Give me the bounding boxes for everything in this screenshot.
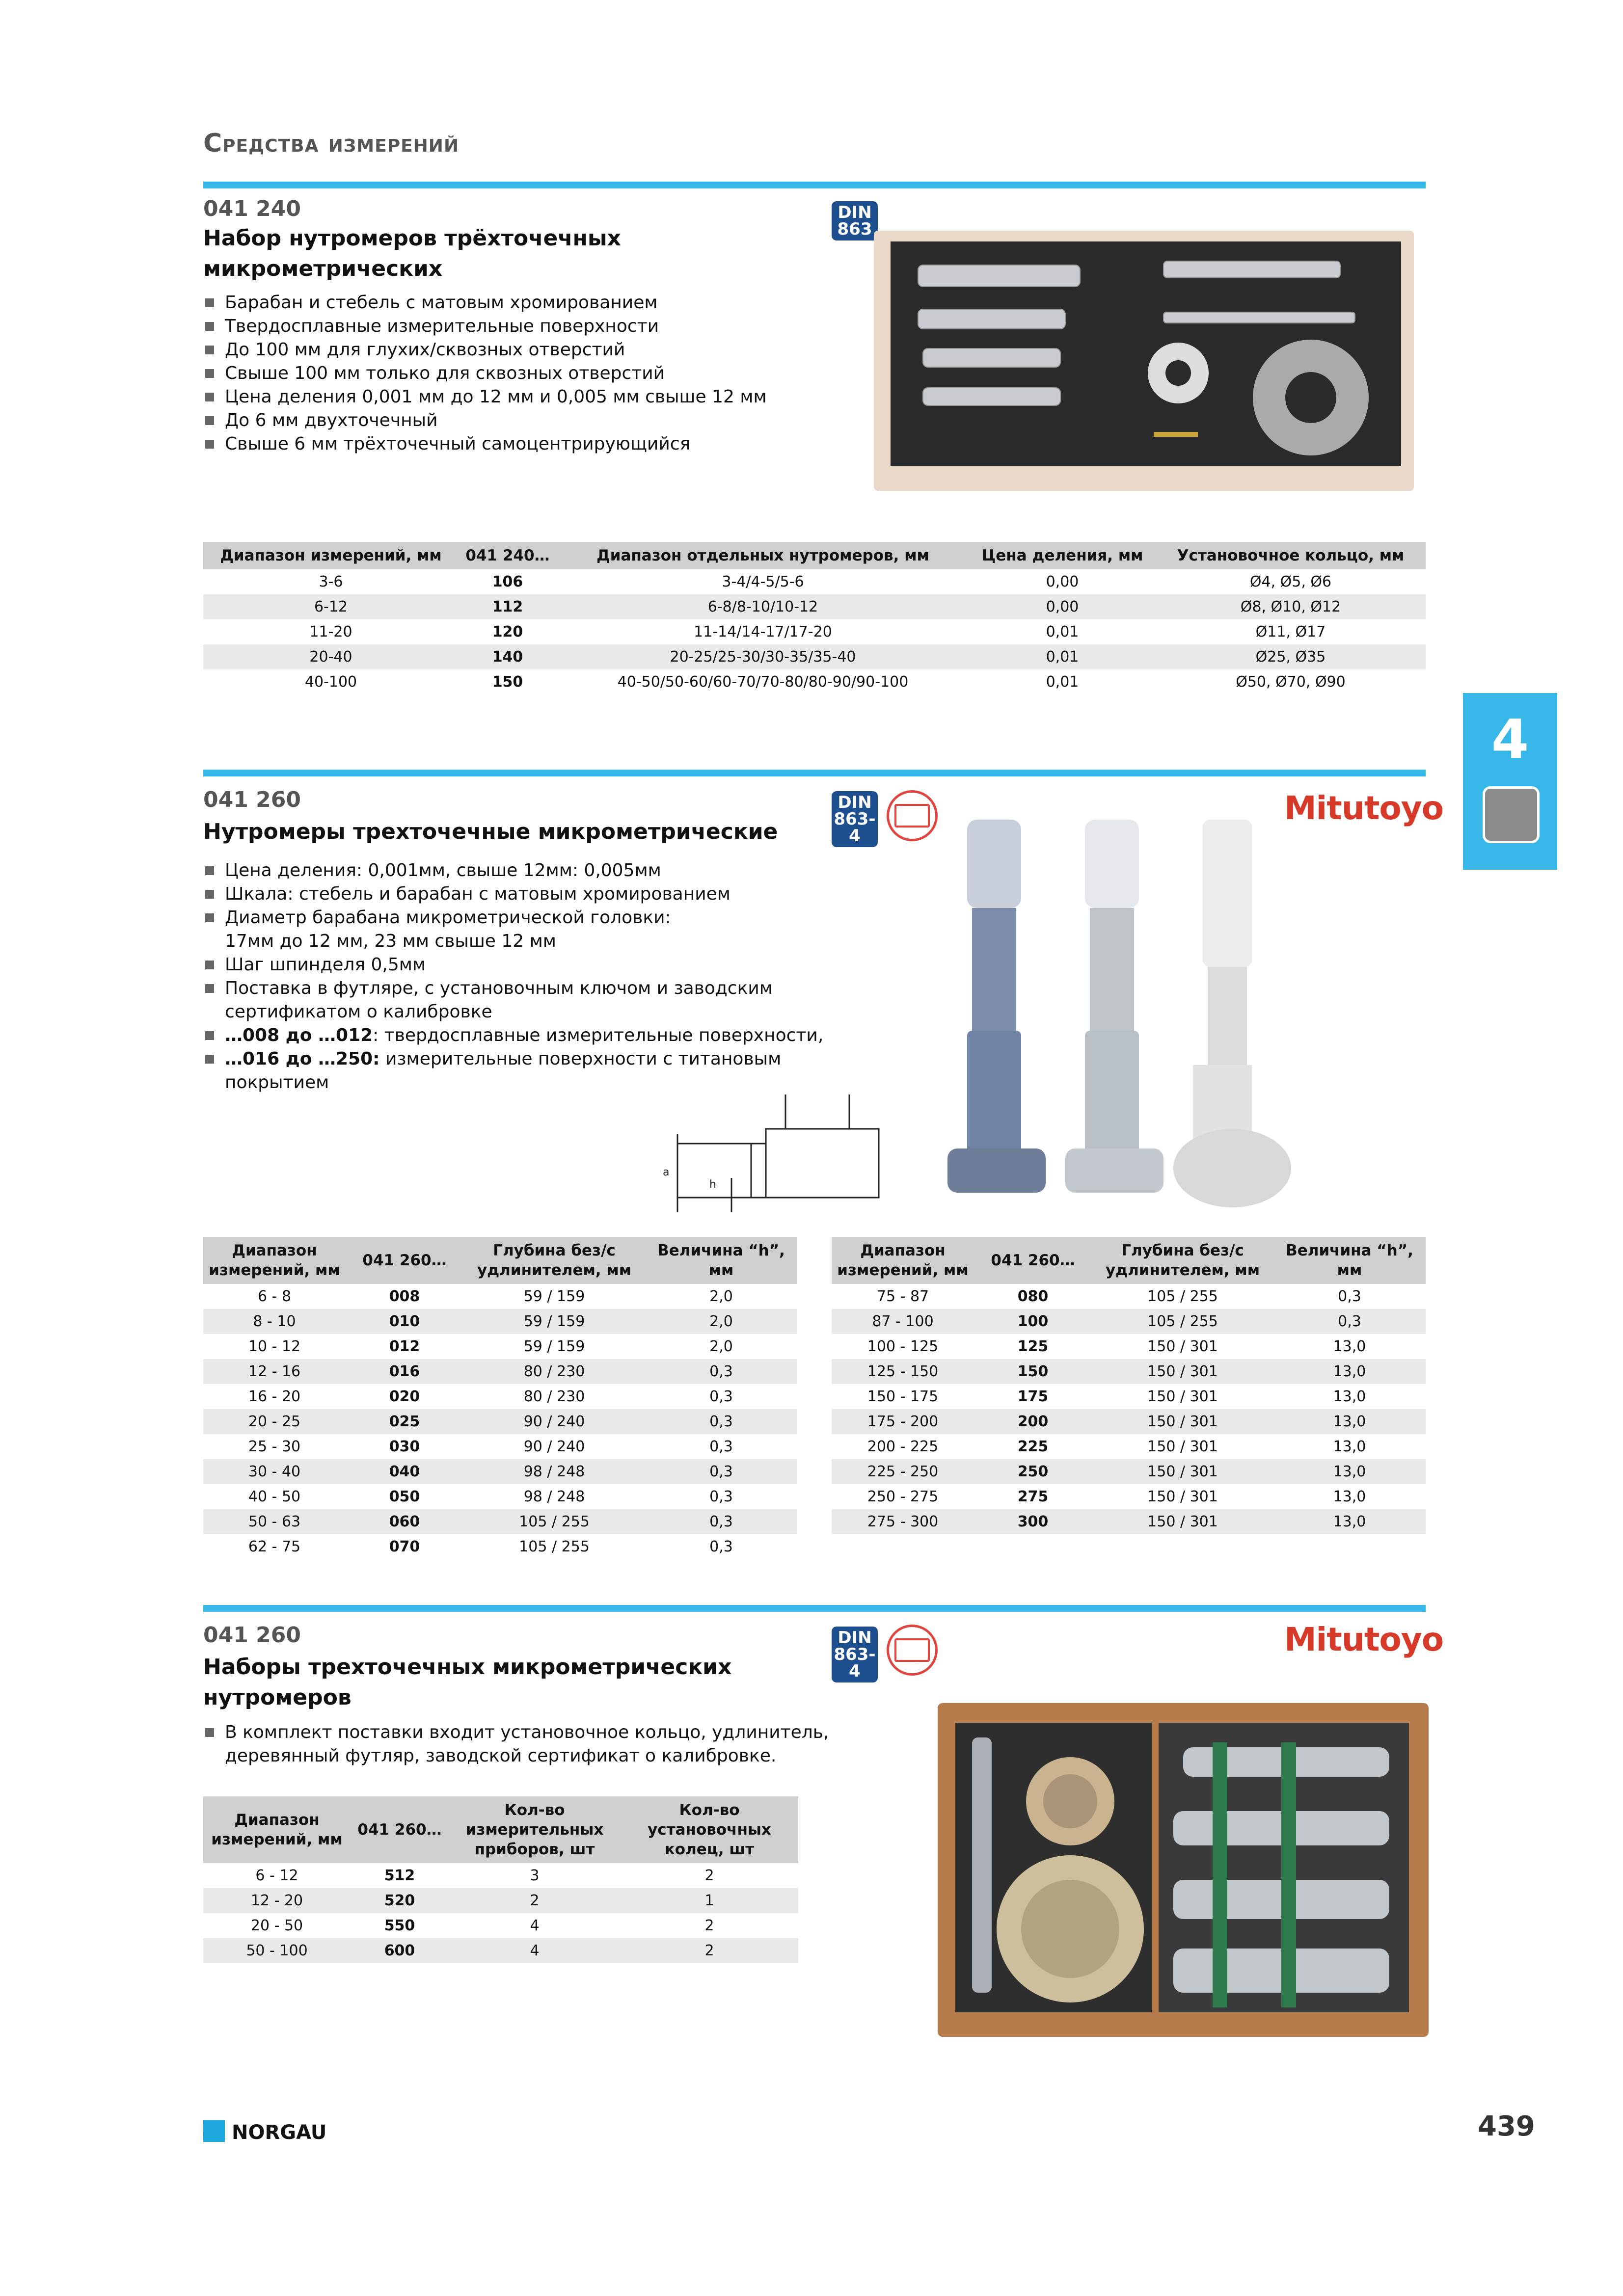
cell: 3-6 — [319, 573, 343, 590]
table-row — [203, 669, 1426, 694]
cell: 012 — [389, 1338, 420, 1355]
cell: 520 — [351, 1888, 449, 1913]
spec-table — [203, 542, 1426, 694]
cell: 75 - 87 — [876, 1288, 929, 1305]
cell: 40 - 50 — [248, 1488, 301, 1505]
product-photo-set-case — [938, 1703, 1429, 2037]
cell: 250 — [974, 1459, 1092, 1484]
cell: 0,3 — [645, 1459, 797, 1484]
table-row — [203, 1459, 797, 1484]
spec-table-right — [832, 1237, 1426, 1534]
cell: 150 / 301 — [1092, 1359, 1273, 1384]
cell: 0,01 — [1046, 673, 1079, 691]
cell: 150 / 301 — [1092, 1509, 1273, 1534]
feature-item: Шкала: стебель и барабан с матовым хромированием — [203, 882, 823, 906]
brand-logo: Mitutoyo — [1284, 789, 1444, 827]
cell: 13,0 — [1333, 1488, 1366, 1505]
table-row — [203, 644, 1426, 669]
product-code: 041 240 — [203, 196, 301, 221]
norgau-logo-icon — [203, 2120, 225, 2142]
cell: 0,3 — [1273, 1309, 1426, 1334]
column-header: Диапазон измерений, мм — [203, 542, 459, 569]
page-header-title: Средства измерений — [203, 129, 460, 158]
feature-item: Барабан и стебель с матовым хромированием — [203, 291, 767, 315]
diagram-label-h: h — [709, 1178, 716, 1191]
cell: 0,3 — [645, 1359, 797, 1384]
cell: 200 — [974, 1409, 1092, 1434]
product-title — [203, 223, 621, 284]
cell: 0,3 — [1338, 1288, 1361, 1305]
cell: 250 - 275 — [867, 1488, 939, 1505]
cell: 40-50/50-60/60-70/70-80/80-90/90-100 — [617, 673, 909, 691]
spec-table-left — [203, 1237, 797, 1559]
product-code: 041 260 — [203, 787, 301, 812]
column-header: Кол-во измерительных приборов, шт — [449, 1796, 621, 1863]
cell: Ø50, Ø70, Ø90 — [1236, 673, 1346, 691]
cell: 125 - 150 — [832, 1359, 974, 1384]
cell: 0,3 — [645, 1409, 797, 1434]
cell: 010 — [346, 1309, 463, 1334]
cell: 8 - 10 — [203, 1309, 346, 1334]
cell: 080 — [1017, 1288, 1049, 1305]
cell: 0,00 — [1046, 573, 1079, 590]
table-row — [203, 594, 1426, 619]
brand-logo: Mitutoyo — [1284, 1621, 1444, 1658]
section-divider — [203, 770, 1426, 776]
cell: 275 - 300 — [832, 1509, 974, 1534]
table-row — [203, 1434, 797, 1459]
product-title — [203, 1652, 731, 1713]
column-header: Глубина без/с удлинителем, мм — [1092, 1237, 1273, 1284]
cell: 120 — [492, 623, 523, 641]
cell: 140 — [459, 644, 557, 669]
cell: 2 — [704, 1867, 714, 1884]
cell: 59 / 159 — [523, 1338, 585, 1355]
din-number: 863-4 — [834, 809, 876, 846]
column-header: Диапазон измерений, мм — [203, 1796, 351, 1863]
feature-item-continued: 17мм до 12 мм, 23 мм свыше 12 мм — [225, 931, 556, 951]
table-row — [832, 1384, 1426, 1409]
set-table — [203, 1796, 798, 1963]
cell: 98 / 248 — [463, 1459, 645, 1484]
cell: 59 / 159 — [463, 1309, 645, 1334]
footer-brand: NORGAU — [232, 2121, 327, 2144]
cell: 2 — [704, 1917, 714, 1934]
feature-item: До 6 мм двухточечный — [203, 409, 767, 432]
feature-text: измерительные поверхности с титановым — [379, 1049, 782, 1069]
table-row — [832, 1359, 1426, 1384]
cell: 150 — [492, 673, 523, 691]
cell: 0,3 — [709, 1388, 733, 1405]
cell: 512 — [384, 1867, 415, 1884]
cell: 105 / 255 — [519, 1538, 590, 1555]
cell: 225 — [1017, 1438, 1049, 1455]
cell: 550 — [384, 1917, 415, 1934]
table-row — [203, 1938, 798, 1963]
cell: 2,0 — [645, 1309, 797, 1334]
table-row — [203, 1384, 797, 1409]
cell: 105 / 255 — [463, 1509, 645, 1534]
feature-item: Цена деления 0,001 мм до 12 мм и 0,005 мм свыше 12 мм — [203, 385, 767, 409]
certificate-seal-icon — [887, 790, 938, 841]
product-title-line: микрометрических — [203, 256, 443, 281]
cell: 80 / 230 — [523, 1388, 585, 1405]
product-code: 041 260 — [203, 1623, 301, 1648]
table-row — [203, 1863, 798, 1888]
cell: 6-12 — [203, 594, 459, 619]
cell: 13,0 — [1333, 1438, 1366, 1455]
column-header: Диапазон измерений, мм — [832, 1237, 974, 1284]
cell: 105 / 255 — [1147, 1288, 1218, 1305]
table-row — [203, 1309, 797, 1334]
cell: 0,3 — [709, 1538, 733, 1555]
feature-item-continued: покрытием — [225, 1072, 329, 1093]
page-number: 439 — [1478, 2110, 1535, 2142]
cell: 106 — [492, 573, 523, 590]
cell: 6-8/8-10/10-12 — [557, 594, 969, 619]
column-header: 041 260… — [351, 1796, 449, 1863]
cell: 2 — [449, 1888, 621, 1913]
cell: 150 / 301 — [1092, 1409, 1273, 1434]
cell: 13,0 — [1333, 1338, 1366, 1355]
din-label: DIN — [838, 203, 872, 222]
cell: 105 / 255 — [1092, 1309, 1273, 1334]
column-header: Установочное кольцо, мм — [1156, 542, 1426, 569]
column-header: Величина “h”, мм — [645, 1237, 797, 1284]
cell: 112 — [459, 594, 557, 619]
cell: 13,0 — [1273, 1509, 1426, 1534]
column-header: Величина “h”, мм — [1273, 1237, 1426, 1284]
product-photo-case — [874, 231, 1414, 491]
product-title-line: Наборы трехточечных микрометрических — [203, 1655, 732, 1680]
cell: 150 / 301 — [1147, 1488, 1218, 1505]
column-header: 041 240… — [459, 542, 557, 569]
cell: 13,0 — [1273, 1359, 1426, 1384]
cell: 0,3 — [709, 1438, 733, 1455]
cell: 13,0 — [1273, 1409, 1426, 1434]
feature-item: В комплект поставки входит установочное кольцо, удлинитель, — [203, 1721, 829, 1744]
table-row — [832, 1309, 1426, 1334]
cell: 0,3 — [645, 1509, 797, 1534]
table-row — [832, 1484, 1426, 1509]
cell: 050 — [389, 1488, 420, 1505]
cell: 1 — [621, 1888, 798, 1913]
cell: 87 - 100 — [832, 1309, 974, 1334]
cell: 3-4/4-5/5-6 — [722, 573, 804, 590]
cell: 125 — [1017, 1338, 1049, 1355]
feature-item — [203, 1047, 823, 1071]
certificate-seal-icon — [887, 1625, 938, 1676]
table-row — [203, 1484, 797, 1509]
cell: 275 — [1017, 1488, 1049, 1505]
column-header: Глубина без/с удлинителем, мм — [463, 1237, 645, 1284]
cell: 070 — [389, 1538, 420, 1555]
cell: 50 - 100 — [203, 1938, 351, 1963]
table-row — [203, 1913, 798, 1938]
cell: 13,0 — [1273, 1459, 1426, 1484]
cell: Ø4, Ø5, Ø6 — [1249, 573, 1332, 590]
cell: 150 / 301 — [1147, 1338, 1218, 1355]
feature-item: Цена деления: 0,001мм, свыше 12мм: 0,005мм — [203, 859, 823, 882]
cell: 90 / 240 — [463, 1409, 645, 1434]
feature-item — [203, 1024, 823, 1047]
feature-list — [203, 1721, 829, 1768]
table-row — [832, 1459, 1426, 1484]
cell: 200 - 225 — [867, 1438, 939, 1455]
cell: 50 - 63 — [203, 1509, 346, 1534]
cell: 20 - 25 — [203, 1409, 346, 1434]
range-bold: …008 до …012 — [225, 1025, 373, 1045]
cell: 025 — [346, 1409, 463, 1434]
cell: 6 - 12 — [255, 1867, 298, 1884]
table-row — [832, 1334, 1426, 1359]
cell: 175 - 200 — [832, 1409, 974, 1434]
feature-item: Диаметр барабана микрометрической головки: — [203, 906, 823, 930]
din-badge — [832, 201, 878, 240]
cell: 16 - 20 — [248, 1388, 301, 1405]
cell: 600 — [351, 1938, 449, 1963]
cell: 62 - 75 — [248, 1538, 301, 1555]
feature-list — [203, 291, 767, 456]
cell: 10 - 12 — [248, 1338, 301, 1355]
table-row — [203, 1284, 797, 1309]
cell: 2 — [621, 1938, 798, 1963]
product-title: Нутромеры трехточечные микрометрические — [203, 819, 778, 844]
feature-list — [203, 859, 823, 1095]
feature-item-continued: деревянный футляр, заводской сертификат о калибровке. — [225, 1746, 777, 1766]
feature-item: Шаг шпинделя 0,5мм — [203, 953, 823, 977]
din-label: DIN — [838, 1628, 872, 1648]
table-row — [203, 1334, 797, 1359]
cell: 150 / 301 — [1147, 1388, 1218, 1405]
column-header: Кол-во установочных колец, шт — [621, 1796, 798, 1863]
cell: 300 — [974, 1509, 1092, 1534]
cell: 40-100 — [304, 673, 357, 691]
product-title-line: Набор нутромеров трёхточечных — [203, 226, 622, 251]
feature-text: : твердосплавные измерительные поверхности, — [373, 1025, 824, 1045]
column-header: Диапазон измерений, мм — [203, 1237, 346, 1284]
cell: 3 — [530, 1867, 540, 1884]
din-badge — [832, 1627, 878, 1682]
cell: 11-20 — [309, 623, 352, 641]
cell: 030 — [389, 1438, 420, 1455]
cell: 008 — [389, 1288, 420, 1305]
cell: 100 — [974, 1309, 1092, 1334]
range-bold: …016 до …250: — [225, 1049, 380, 1069]
product-photo-micrometers — [938, 815, 1330, 1222]
cell: 060 — [346, 1509, 463, 1534]
cell: 4 — [530, 1917, 540, 1934]
column-header: 041 260… — [974, 1237, 1092, 1284]
cell: 12 - 20 — [203, 1888, 351, 1913]
cell: 30 - 40 — [203, 1459, 346, 1484]
cell: 150 / 301 — [1147, 1438, 1218, 1455]
cell: 150 / 301 — [1092, 1459, 1273, 1484]
feature-item: До 100 мм для глухих/сквозных отверстий — [203, 338, 767, 362]
table-row — [203, 1409, 797, 1434]
table-row — [203, 1888, 798, 1913]
table-row — [832, 1409, 1426, 1434]
cell: Ø25, Ø35 — [1156, 644, 1426, 669]
din-badge — [832, 791, 878, 847]
feature-item: Свыше 100 мм только для сквозных отверстий — [203, 362, 767, 385]
cell: 150 — [974, 1359, 1092, 1384]
feature-item: Поставка в футляре, с установочным ключом и заводским — [203, 977, 823, 1000]
cell: 225 - 250 — [832, 1459, 974, 1484]
table-row — [203, 619, 1426, 644]
table-row — [203, 1359, 797, 1384]
din-label: DIN — [838, 793, 872, 812]
cell: 6 - 8 — [257, 1288, 292, 1305]
cell: 150 - 175 — [867, 1388, 939, 1405]
section-divider — [203, 182, 1426, 188]
column-header: 041 260… — [346, 1237, 463, 1284]
product-title-line: нутромеров — [203, 1685, 352, 1710]
cell: 020 — [389, 1388, 420, 1405]
depth-diagram — [658, 1090, 889, 1227]
cell: 4 — [449, 1938, 621, 1963]
column-header: Диапазон отдельных нутромеров, мм — [557, 542, 969, 569]
chapter-tab[interactable] — [1463, 693, 1557, 870]
cell: 040 — [346, 1459, 463, 1484]
table-row — [203, 1509, 797, 1534]
feature-item: Свыше 6 мм трёхточечный самоцентрирующийся — [203, 432, 767, 456]
cell: 0,3 — [709, 1488, 733, 1505]
feature-item: Твердосплавные измерительные поверхности — [203, 315, 767, 338]
table-row — [832, 1509, 1426, 1534]
cell: 20-25/25-30/30-35/35-40 — [557, 644, 969, 669]
cell: 2,0 — [709, 1288, 733, 1305]
table-row — [203, 1534, 797, 1559]
din-number: 863-4 — [834, 1645, 876, 1681]
table-row — [203, 569, 1426, 594]
cell: Ø11, Ø17 — [1255, 623, 1326, 641]
cell: 13,0 — [1333, 1388, 1366, 1405]
cell: 2,0 — [709, 1338, 733, 1355]
cell: 175 — [1017, 1388, 1049, 1405]
cell: 20 - 50 — [250, 1917, 303, 1934]
cell: 59 / 159 — [523, 1288, 585, 1305]
cell: 11-14/14-17/17-20 — [694, 623, 832, 641]
cell: Ø8, Ø10, Ø12 — [1156, 594, 1426, 619]
cell: 0,01 — [1046, 623, 1079, 641]
cell: 100 - 125 — [867, 1338, 939, 1355]
feature-item-continued: сертификатом о калибровке — [225, 1002, 492, 1022]
chapter-number: 4 — [1491, 708, 1529, 771]
cell: 12 - 16 — [203, 1359, 346, 1384]
table-row — [832, 1434, 1426, 1459]
cell: 90 / 240 — [523, 1438, 585, 1455]
column-header: Цена деления, мм — [969, 542, 1156, 569]
table-row — [832, 1284, 1426, 1309]
din-number: 863 — [837, 219, 872, 239]
cell: 016 — [346, 1359, 463, 1384]
cell: 98 / 248 — [523, 1488, 585, 1505]
section-divider — [203, 1605, 1426, 1612]
diagram-label-a: a — [663, 1166, 670, 1178]
caliper-icon — [1483, 786, 1540, 843]
cell: 25 - 30 — [248, 1438, 301, 1455]
cell: 80 / 230 — [463, 1359, 645, 1384]
cell: 0,01 — [969, 644, 1156, 669]
cell: 0,00 — [969, 594, 1156, 619]
cell: 20-40 — [203, 644, 459, 669]
